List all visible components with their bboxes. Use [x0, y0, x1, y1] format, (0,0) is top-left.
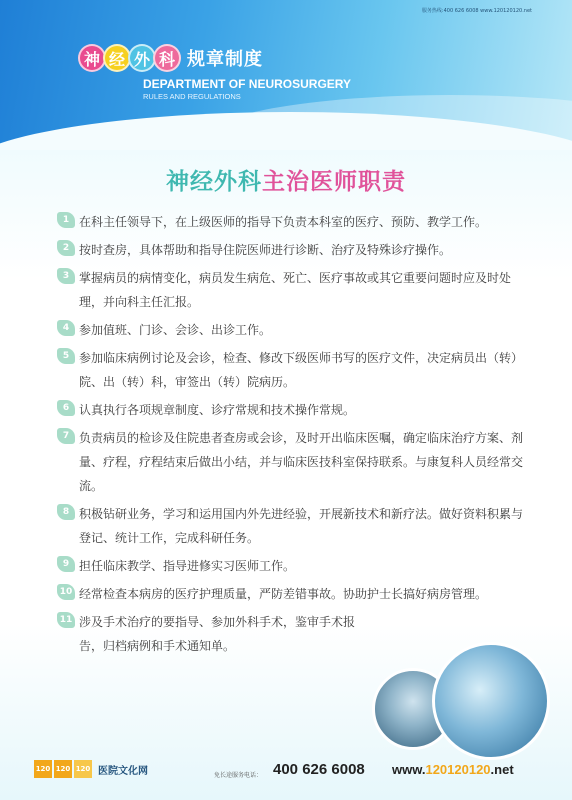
- department-english-subtitle: RULES AND REGULATIONS: [143, 92, 241, 101]
- list-item: [57, 346, 527, 394]
- item-text: 参加值班、门诊、会诊、出诊工作。: [79, 323, 272, 337]
- list-item: [57, 554, 527, 578]
- item-number: 6: [57, 400, 75, 416]
- page-title: [0, 163, 572, 196]
- item-number: 4: [57, 320, 75, 336]
- logo-box-2: 120: [54, 760, 72, 778]
- item-text: 积极钻研业务，学习和运用国内外先进经验，开展新技术和新疗法。做好资料积累与登记、统计工作，完成科研任务。: [79, 507, 524, 545]
- list-item: [57, 398, 527, 422]
- item-text: 在科主任领导下，在上级医师的指导下负责本科室的医疗、预防、教学工作。: [79, 215, 488, 229]
- list-item: [57, 210, 527, 234]
- list-item: [57, 238, 527, 262]
- item-text: 涉及手术治疗的要指导、参加外科手术，鉴审手术报告，归档病例和手术通知单。: [79, 615, 356, 653]
- footer-logo-name: 医院文化网: [98, 765, 148, 777]
- duty-list: [57, 210, 527, 662]
- site-suffix: .net: [490, 762, 514, 777]
- list-item: [57, 582, 527, 606]
- item-text: 参加临床病例讨论及会诊，检查、修改下级医师书写的医疗文件，决定病员出（转）院、出（转）科，审签出（转）院病历。: [79, 351, 524, 389]
- logo-box-1: 120: [34, 760, 52, 778]
- item-number: 2: [57, 240, 75, 256]
- item-number: 7: [57, 428, 75, 444]
- item-text: 担任临床教学、指导进修实习医师工作。: [79, 559, 296, 573]
- website-url: [392, 762, 514, 777]
- item-number: 8: [57, 504, 75, 520]
- list-item: [57, 502, 527, 550]
- item-text: 负责病员的检诊及住院患者查房或会诊，及时开出临床医嘱，确定临床治疗方案、剂量、疗程，疗程结束后做出小结，并与临床医技科室保持联系。与康复科人员经常交流。: [79, 431, 524, 493]
- brand-char-4: 科: [153, 44, 181, 72]
- hotline-label: 免长途服务电话：: [214, 772, 263, 779]
- item-number: 3: [57, 268, 75, 284]
- page-title-part2: 主治医师职责: [262, 169, 406, 195]
- site-mid: 120120120: [425, 762, 491, 777]
- department-english: DEPARTMENT OF NEUROSURGERY: [143, 77, 352, 91]
- item-number: 11: [57, 612, 75, 628]
- item-number: 9: [57, 556, 75, 572]
- item-text: 认真执行各项规章制度、诊疗常规和技术操作常规。: [79, 403, 356, 417]
- surgery-photo-large: [432, 642, 550, 760]
- list-item: [57, 318, 527, 342]
- list-item: [57, 266, 527, 314]
- logo-box-3: 120: [74, 760, 92, 778]
- item-text: 掌握病员的病情变化，病员发生病危、死亡、医疗事故或其它重要问题时应及时处理，并向科主任汇报。: [79, 271, 512, 309]
- header-band: [0, 0, 572, 150]
- page-title-part1: 神经外科: [166, 169, 262, 195]
- item-text: 按时查房，具体帮助和指导住院医师进行诊断、治疗及特殊诊疗操作。: [79, 243, 452, 257]
- item-text: 经常检查本病房的医疗护理质量，严防差错事故。协助护士长搞好病房管理。: [79, 587, 488, 601]
- header-fine-print: 服务热线:400 626 6008 www.120120120.net: [421, 8, 532, 14]
- brand-char-3: 外: [128, 44, 156, 72]
- brand-logo: [78, 44, 263, 72]
- site-prefix: www.: [392, 762, 426, 777]
- list-item: [57, 426, 527, 498]
- list-item: [57, 610, 367, 658]
- item-number: 1: [57, 212, 75, 228]
- item-number: 5: [57, 348, 75, 364]
- brand-char-2: 经: [103, 44, 131, 72]
- brand-title: 规章制度: [187, 49, 263, 70]
- brand-char-1: 神: [78, 44, 106, 72]
- hotline-number: 400 626 6008: [273, 761, 365, 778]
- footer-logo: [34, 760, 148, 778]
- footer: [0, 750, 572, 800]
- item-number: 10: [57, 584, 75, 600]
